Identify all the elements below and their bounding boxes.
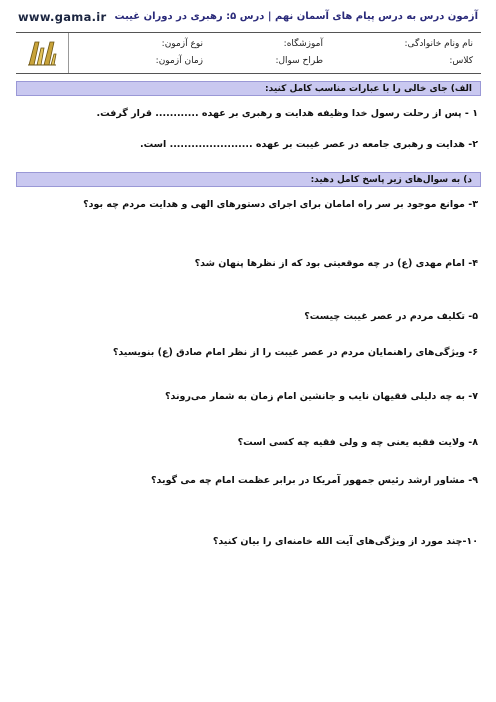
student-info-table (16, 32, 481, 74)
class-label: کلاس: (449, 56, 473, 66)
section-d-header: د) به سوال‌های زیر پاسخ کامل دهید: (16, 172, 481, 187)
question-8: ۸- ولایت فقیه یعنی چه و ولی فقیه چه کسی است؟ (237, 437, 478, 448)
school-label: آموزشگاه: (283, 39, 323, 49)
question-9: ۹- مشاور ارشد رئیس جمهور آمریکا در برابر عظمت امام چه می گوید؟ (151, 475, 478, 486)
logo-cell (16, 33, 69, 73)
question-2: ۲- هدایت و رهبری جامعه در عصر غیبت بر عهده ....................... است. (140, 139, 478, 150)
designer-label: طراح سوال: (275, 56, 323, 66)
question-1: ۱ - پس از رحلت رسول خدا وظیفه هدایت و رهبری بر عهده ............ قرار گرفت. (96, 108, 478, 119)
exam-type-label: نوع آزمون: (161, 39, 203, 49)
exam-title: آزمون درس به درس پیام های آسمان نهم | درس ۵: رهبری در دوران غیبت (114, 11, 478, 22)
question-6: ۶- ویژگی‌های راهنمایان مردم در عصر غیبت را از نظر امام صادق (ع) بنویسید؟ (112, 347, 478, 358)
gama-logo-icon (25, 38, 59, 68)
question-10: ۱۰-چند مورد از ویژگی‌های آیت الله خامنه‌ای را بیان کنید؟ (212, 536, 478, 547)
question-7: ۷- به چه دلیلی فقیهان نایب و جانشین امام زمان به شمار می‌روند؟ (164, 391, 478, 402)
section-a-header: الف) جای خالی را با عبارات مناسب کامل کنید: (16, 81, 481, 96)
page-header (0, 0, 496, 32)
question-4: ۴- امام مهدی (ع) در چه موقعیتی بود که از نظرها پنهان شد؟ (194, 258, 478, 269)
site-url: www.gama.ir (18, 10, 107, 24)
name-label: نام ونام خانوادگی: (404, 39, 473, 49)
exam-time-label: زمان آزمون: (155, 56, 203, 66)
question-5: ۵- تکلیف مردم در عصر غیبت چیست؟ (304, 311, 478, 322)
question-3: ۳- موانع موجود بر سر راه امامان برای اجرای دستورهای الهی و هدایت مردم چه بود؟ (83, 199, 478, 210)
